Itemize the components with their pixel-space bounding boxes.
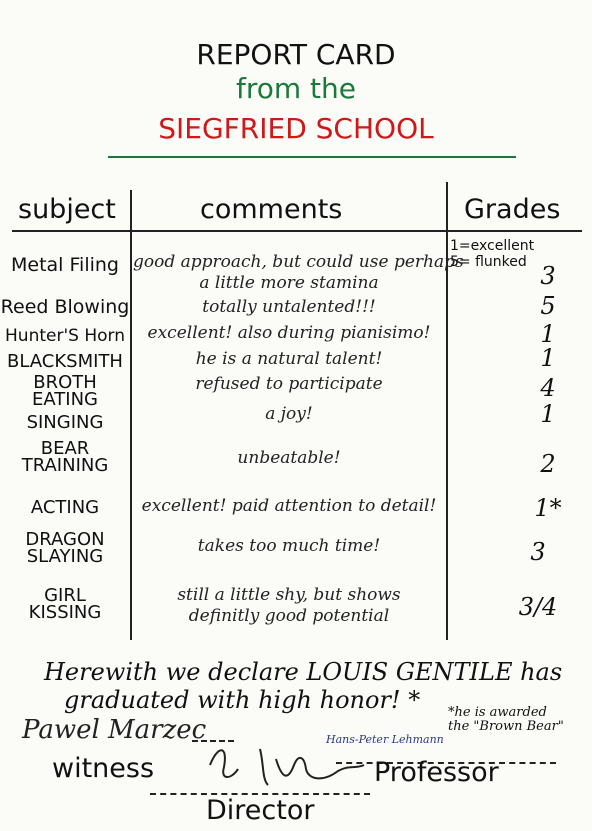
title-report-card: REPORT CARD bbox=[196, 38, 396, 71]
comment-cell bbox=[133, 585, 445, 627]
grade-cell: 5 bbox=[540, 292, 556, 320]
professor-signature: Hans-Peter Lehmann bbox=[326, 733, 444, 746]
comment-cell: excellent! paid attention to detail! bbox=[141, 496, 437, 516]
comment-cell: takes too much time! bbox=[197, 536, 381, 556]
grade-legend-flunked: 5= flunked bbox=[450, 254, 527, 270]
column-divider-grades bbox=[446, 182, 448, 640]
grade-cell: 2 bbox=[540, 450, 556, 478]
comment-cell: refused to participate bbox=[195, 374, 383, 394]
comment-cell: a joy! bbox=[265, 404, 313, 424]
title-school-name: SIEGFRIED SCHOOL bbox=[158, 112, 434, 145]
subject-cell: BROTH EATING bbox=[31, 372, 98, 410]
column-header-grades: Grades bbox=[464, 194, 561, 225]
comment-text: still a little shy, but shows definitly good potential bbox=[177, 585, 401, 626]
comment-cell: excellent! also during pianisimo! bbox=[147, 323, 431, 343]
grade-cell: 3 bbox=[530, 538, 546, 566]
award-note: *he is awarded the "Brown Bear" bbox=[448, 705, 564, 734]
column-header-comments: comments bbox=[200, 194, 343, 225]
witness-label: witness bbox=[52, 753, 155, 784]
declaration-line-2: graduated with high honor! * bbox=[64, 686, 421, 714]
professor-label: Professor bbox=[374, 757, 499, 788]
comment-cell: unbeatable! bbox=[237, 448, 341, 468]
grade-cell: 1 bbox=[540, 344, 556, 372]
subject-cell: BLACKSMITH bbox=[7, 351, 123, 372]
comment-cell: totally untalented!!! bbox=[202, 297, 376, 317]
subject-cell: Metal Filing bbox=[11, 254, 119, 276]
director-label: Director bbox=[206, 795, 315, 826]
grade-cell: 1* bbox=[534, 494, 562, 522]
title-from-the: from the bbox=[235, 72, 356, 105]
subject-cell: DRAGON SLAYING bbox=[25, 529, 105, 567]
subject-cell: BEAR TRAINING bbox=[21, 438, 109, 476]
director-signature-squiggle bbox=[198, 735, 368, 795]
comment-text: good approach, but could use perhaps a little more stamina bbox=[133, 252, 464, 293]
grade-cell: 1 bbox=[540, 320, 556, 348]
grade-cell: 3/4 bbox=[518, 593, 558, 621]
subject-cell: ACTING bbox=[30, 497, 100, 518]
signature-dash bbox=[192, 740, 234, 742]
comment-cell: he is a natural talent! bbox=[195, 349, 383, 369]
header-underline bbox=[12, 230, 582, 232]
grade-cell: 1 bbox=[540, 400, 556, 428]
subject-cell: GIRL KISSING bbox=[28, 585, 102, 623]
witness-signature: Pawel Marzec bbox=[22, 715, 207, 745]
subject-cell: Reed Blowing bbox=[0, 296, 130, 318]
column-header-subject: subject bbox=[18, 194, 116, 225]
declaration-line-1: Herewith we declare LOUIS GENTILE has bbox=[44, 658, 563, 686]
comment-cell bbox=[133, 252, 464, 294]
grade-cell: 3 bbox=[540, 262, 556, 290]
title-underline bbox=[108, 156, 516, 158]
grade-cell: 4 bbox=[540, 374, 556, 402]
column-divider-subject bbox=[130, 190, 132, 640]
subject-cell: Hunter'S Horn bbox=[5, 326, 125, 346]
subject-cell: SINGING bbox=[26, 412, 104, 433]
grade-legend-excellent: 1=excellent bbox=[450, 238, 535, 254]
